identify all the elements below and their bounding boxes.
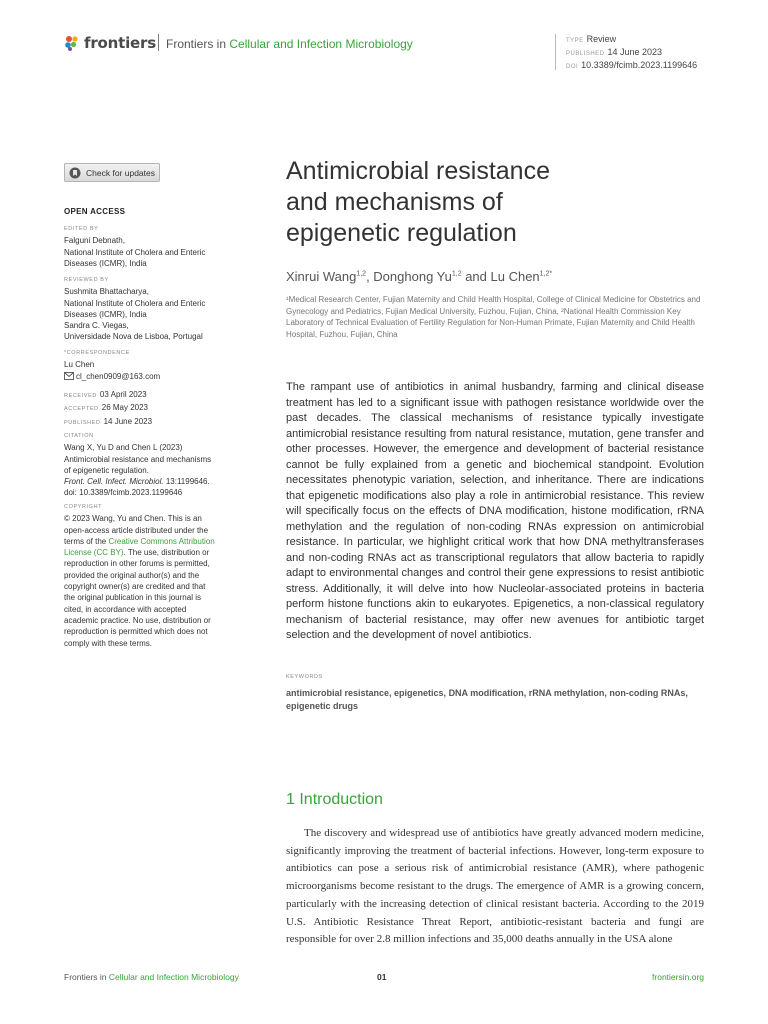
doi[interactable]: DOI 10.3389/fcimb.2023.1199646: [566, 60, 698, 70]
citation-journal: Front. Cell. Infect. Microbiol.: [64, 477, 164, 487]
published-date: PUBLISHED 14 June 2023: [566, 47, 663, 57]
journal-title[interactable]: [166, 37, 413, 51]
footer-journal[interactable]: Frontiers in Cellular and Infection Microbiology: [64, 972, 239, 982]
editor-line: National Institute of Cholera and Enteric: [64, 247, 206, 257]
reviewer-line: Sushmita Bhattacharya,: [64, 287, 149, 297]
article-type: TYPE Review: [566, 34, 617, 44]
section-heading: 1 Introduction: [286, 791, 383, 808]
reviewer-line: National Institute of Cholera and Enteric: [64, 298, 206, 308]
copyright-block: COPYRIGHT © 2023 Wang, Yu and Chen. This is an open-access article distributed under the terms of the Creative Commons Attribution License (CC BY). The use, distribution or reproduction in other forums is permitted, provided the original author(s) and the copyright owner(s) are credited and that the original publication in this journal is cited, in accordance with accepted academic practice. No use, distribution or reproduction is permitted which does not comply with these terms.: [64, 502, 244, 649]
frontiers-logo[interactable]: [64, 33, 156, 53]
keywords-label: KEYWORDS: [286, 674, 323, 680]
publisher-name: frontiers: [84, 34, 156, 52]
editor-line: Falguni Debnath,: [64, 236, 125, 246]
site-link[interactable]: frontiersin.org: [652, 972, 704, 982]
cc-license-link[interactable]: Creative Commons Attribution: [108, 536, 215, 546]
author[interactable]: Donghong Yu$^{1,2}$: [373, 269, 462, 284]
reviewer-line: Sandra C. Viegas,: [64, 321, 129, 331]
check-for-updates-label: Check for updates: [86, 167, 155, 178]
reviewed-by-block: [64, 275, 244, 343]
citation-block: CITATION Wang X, Yu D and Chen L (2023) Antimicrobial resistance and mechanisms of epigenetic regulation. Front. Cell. Infect. Microbiol. 13:1199646. doi: 10.3389/fcimb.2023.1199646: [64, 431, 244, 499]
meta-divider: [555, 34, 556, 70]
copyright-label: COPYRIGHT: [64, 504, 103, 510]
reviewer-line: Universidade Nova de Lisboa, Portugal: [64, 332, 203, 342]
introduction-body: [286, 825, 704, 949]
journal-name: Cellular and Infection Microbiology: [229, 37, 413, 51]
open-access-label: OPEN ACCESS: [64, 207, 126, 216]
author[interactable]: Xinrui Wang$^{1,2}$: [286, 269, 367, 284]
citation-doi: doi: 10.3389/fcimb.2023.1199646: [64, 488, 183, 498]
author[interactable]: Lu Chen$^{1,2*}$: [490, 269, 553, 284]
received-date: RECEIVED 03 April 2023: [64, 390, 147, 399]
envelope-icon: [64, 372, 74, 380]
correspondence-label: *CORRESPONDENCE: [64, 350, 130, 356]
published-date-side: PUBLISHED 14 June 2023: [64, 416, 153, 426]
author-list: Xinrui Wang$^{1,2}$, Donghong Yu$^{1,2}$ and Lu Chen$^{1,2*}$: [286, 269, 553, 284]
paragraph: The discovery and widespread use of antibiotics have greatly advanced modern medicine, significantly improving the treatment of bacterial infections. However, long-term exposure to antibiotics can pose a serious risk of antimicrobial resistance (AMR), where pathogenic microorganisms become resistant to the drugs. The emergence of AMR is a growing concern, particularly with the increasing detection of clinical resistant bacteria. According to the 2019 U.S. Antibiotic Resistance Threat Report, antibiotic-resistant bacteria and fungi are responsible for over 2.8 million infections and 35,000 deaths annually in the USA alone: [286, 827, 704, 946]
cc-by-link[interactable]: License (CC BY): [64, 548, 124, 558]
edited-by-block: [64, 224, 244, 269]
keywords: antimicrobial resistance, epigenetics, DNA modification, rRNA methylation, non-coding RNAs, epigenetic drugs: [286, 688, 688, 711]
reviewer-line: Diseases (ICMR), India: [64, 309, 147, 319]
correspondence-email-row[interactable]: [64, 371, 244, 382]
journal-prefix: Frontiers in: [166, 37, 227, 51]
page-number: 01: [377, 972, 387, 982]
edited-by-label: EDITED BY: [64, 226, 99, 232]
header-divider: [158, 34, 159, 51]
frontiers-mark-icon: [64, 35, 80, 51]
dates-block: [64, 389, 244, 429]
check-for-updates-button[interactable]: [64, 163, 160, 182]
accepted-date: ACCEPTED 26 May 2023: [64, 403, 149, 413]
bookmark-refresh-icon: [69, 167, 81, 179]
correspondence-name: Lu Chen: [64, 360, 95, 370]
citation-label: CITATION: [64, 433, 94, 439]
affiliations: ¹Medical Research Center, Fujian Maternity and Child Health Hospital, College of Clinical Medicine for Obstetrics and Gynecology and Pediatrics, Fujian Medical University, Fuzhou, Fujian, China, ²National Health Commission Key Laboratory of Technical Evaluation of Fertility Regulation for Non-Human Primate, Fujian Maternity and Child Health Hospital, Fuzhou, Fujian, China: [286, 295, 701, 339]
correspondence-block: [64, 348, 244, 382]
article-title: Antimicrobial resistance and mechanisms of epigenetic regulation: [286, 157, 550, 247]
correspondence-email: cl_chen0909@163.com: [76, 371, 161, 381]
reviewed-by-label: REVIEWED BY: [64, 277, 109, 283]
editor-line: Diseases (ICMR), India: [64, 258, 147, 268]
abstract: The rampant use of antibiotics in animal husbandry, farming and clinical disease treatment has led to a significant issue with pathogen resistance worldwide over the past decades. The classical mechanisms of resistance typically investigate antimicrobial resistance resulting from natural resistance, mutation, gene transfer and other processes. However, the emergence and development of bacterial resistance cannot be fully explained from a genetic and biochemical standpoint. Evolution necessitates phenotypic variation, selection, and inheritance. There are indications that epigenetic modifications also play a role in antimicrobial resistance. This review will specifically focus on the effects of DNA modification, histone modification, rRNA methylation and the regulation of non-coding RNAs expression on antimicrobial resistance. In particular, we highlight critical work that how DNA methyltransferases and non-coding RNAs act as transcriptional regulators that allow bacteria to rapidly adapt to environmental changes and control their gene expressions to resist antibiotic stress. Additionally, it will delve into how Nucleolar-associated proteins in bacteria perform histone functions akin to eukaryotes. Epigenetics, a non-classical regulatory mechanism of bacterial resistance, may offer new avenues for antibiotic target selection and the development of novel antibiotics.: [286, 381, 704, 641]
